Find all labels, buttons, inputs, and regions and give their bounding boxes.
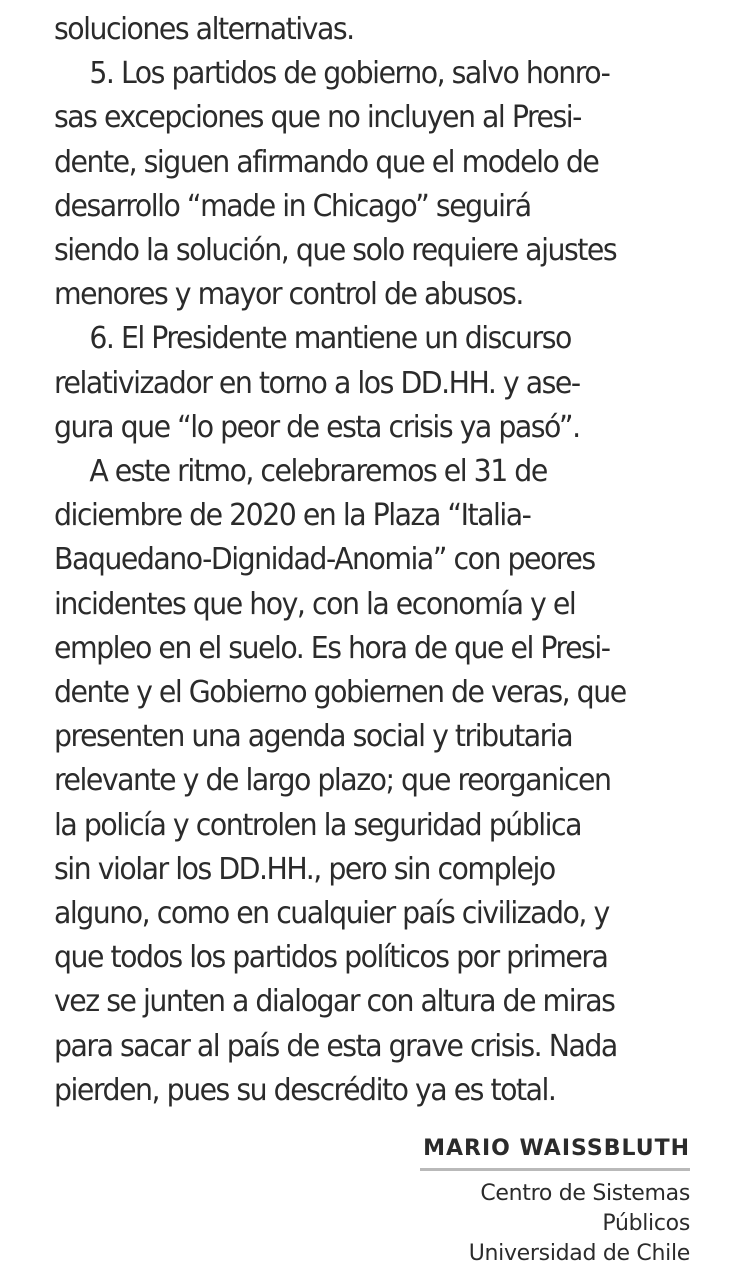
article-line: dente y el Gobierno gobiernen de veras, que [54, 675, 626, 711]
article-line: 5. Los partidos de gobierno, salvo honro- [89, 56, 610, 92]
author-affiliation-center: Centro de Sistemas Públicos [480, 1181, 690, 1236]
article-line: diciembre de 2020 en la Plaza “Italia- [54, 498, 531, 534]
article-line: desarrollo “made in Chicago” seguirá [54, 188, 531, 224]
article-line: relativizador en torno a los DD.HH. y ase- [54, 365, 580, 401]
article-line: Baquedano-Dignidad-Anomia” con peores [54, 542, 595, 578]
article-line: 6. El Presidente mantiene un discurso [89, 321, 571, 357]
author-name: MARIO WAISSBLUTH [423, 1136, 690, 1161]
article-line: sas excepciones que no incluyen al Presi- [54, 100, 581, 136]
article-line: gura que “lo peor de esta crisis ya pasó”. [54, 409, 580, 445]
article-line: A este ritmo, celebraremos el 31 de [89, 454, 547, 490]
article-line: relevante y de largo plazo; que reorganicen [54, 763, 611, 799]
article-line: la policía y controlen la seguridad pública [54, 807, 582, 843]
article-line: incidentes que hoy, con la economía y el [54, 586, 576, 622]
article-line: alguno, como en cualquier país civilizado, y [54, 896, 609, 932]
signature-divider [420, 1168, 690, 1171]
article-line: siendo la solución, que solo requiere ajustes [54, 233, 617, 269]
article-line: sin violar los DD.HH., pero sin complejo [54, 851, 555, 887]
article-line: presenten una agenda social y tributaria [54, 719, 573, 755]
author-affiliation-university: Universidad de Chile [468, 1241, 690, 1266]
article-line: vez se junten a dialogar con altura de miras [54, 984, 615, 1020]
article-line: que todos los partidos políticos por primera [54, 940, 608, 976]
author-signature [420, 1132, 690, 1269]
article-line: menores y mayor control de abusos. [54, 277, 523, 313]
article-line: empleo en el suelo. Es hora de que el Presi- [54, 630, 610, 666]
article-line: para sacar al país de esta grave crisis. Nada [54, 1028, 617, 1064]
article-line: pierden, pues su descrédito ya es total. [54, 1072, 556, 1108]
article-line: dente, siguen afirmando que el modelo de [54, 144, 599, 180]
article-body [54, 8, 704, 1113]
article-line: soluciones alternativas. [54, 12, 354, 47]
